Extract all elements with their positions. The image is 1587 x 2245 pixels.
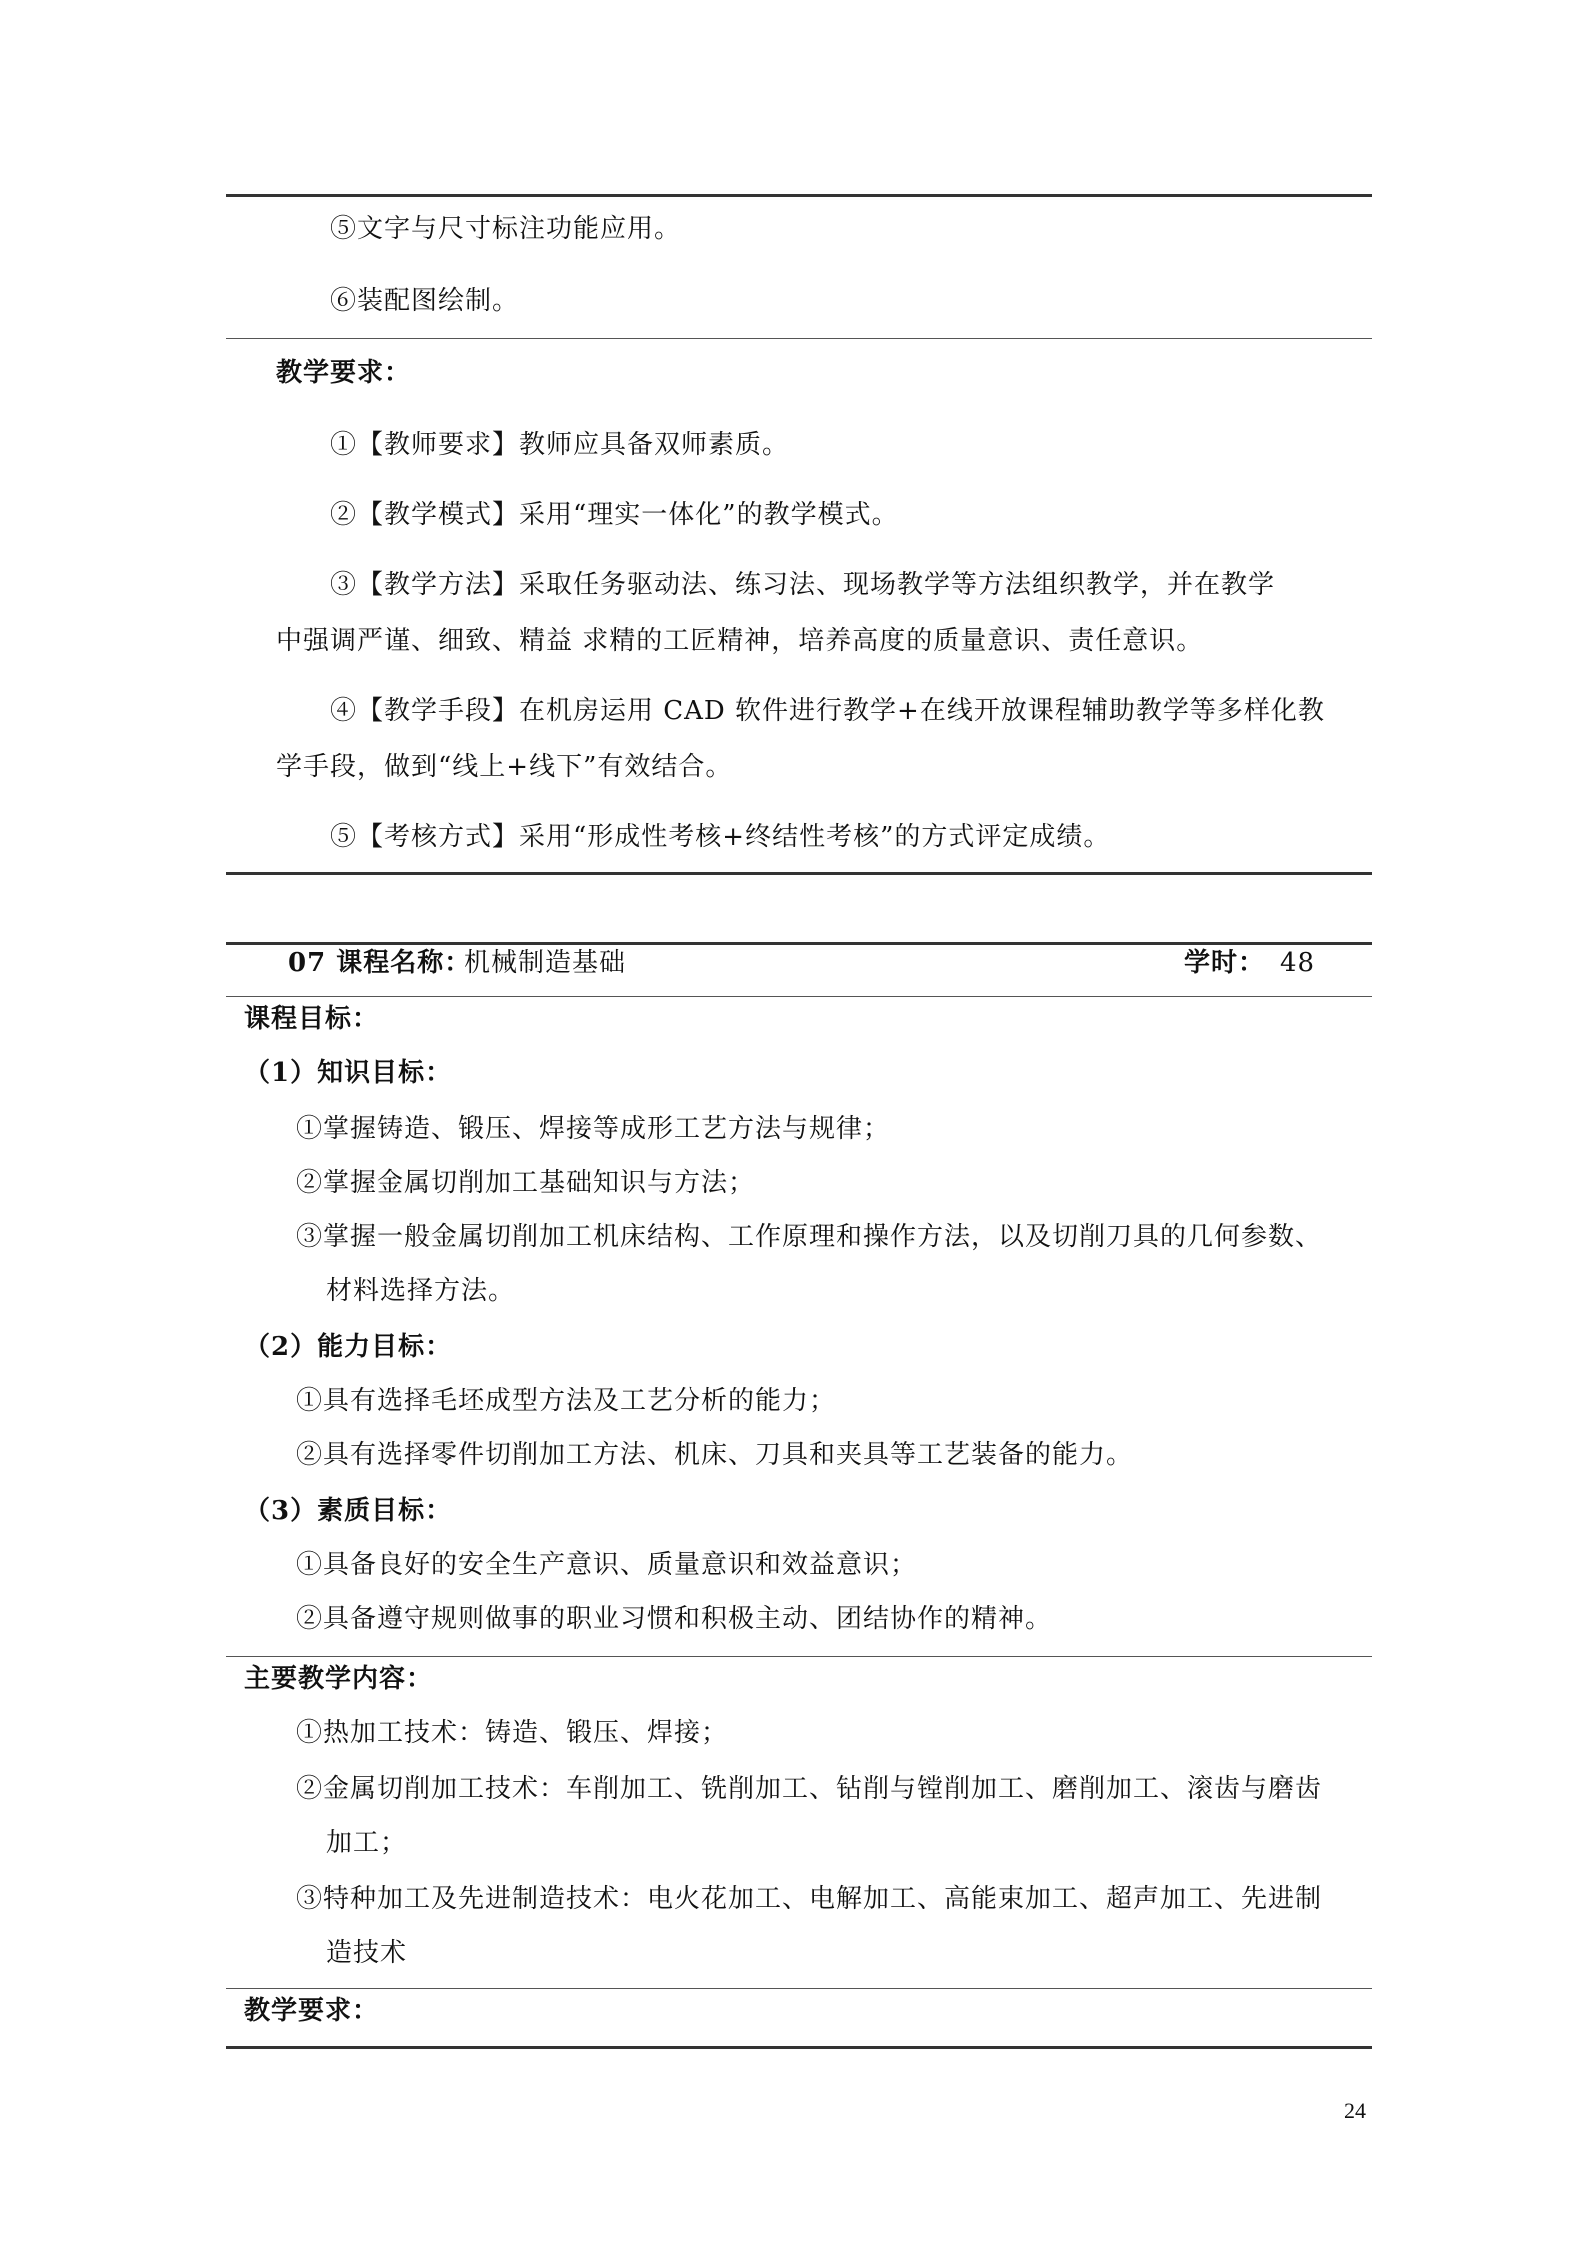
requirement-means-line2: 学手段，做到“线上+线下”有效结合。	[276, 752, 733, 782]
course-name-value: 机械制造基础	[464, 948, 627, 978]
knowledge-goal-3-line1: ③掌握一般金属切削加工机床结构、工作原理和操作方法，以及切削刀具的几何参数、	[296, 1222, 1323, 1252]
requirement-method-line2: 中强调严谨、细致、精益 求精的工匠精神，培养高度的质量意识、责任意识。	[276, 626, 1204, 656]
ability-goal-2: ②具有选择零件切削加工方法、机床、刀具和夹具等工艺装备的能力。	[296, 1440, 1134, 1470]
ability-goals-heading: （2）能力目标：	[244, 1332, 453, 1362]
table-top-rule	[226, 194, 1372, 197]
content-item-2-line2: 加工；	[326, 1828, 408, 1858]
requirement-method-line1: ③【教学方法】采取任务驱动法、练习法、现场教学等方法组织教学，并在教学	[330, 570, 1276, 600]
content-item-3-line1: ③特种加工及先进制造技术：电火花加工、电解加工、高能束加工、超声加工、先进制	[296, 1884, 1323, 1914]
teaching-requirements-heading: 教学要求：	[276, 358, 412, 388]
course-table-top-rule	[226, 942, 1372, 945]
teaching-requirements-heading-2: 教学要求：	[244, 1996, 380, 2026]
quality-goals-heading: （3）素质目标：	[244, 1496, 453, 1526]
ability-goal-1: ①具有选择毛坯成型方法及工艺分析的能力；	[296, 1386, 837, 1416]
requirement-assessment: ⑤【考核方式】采用“形成性考核+终结性考核”的方式评定成绩。	[330, 822, 1111, 852]
knowledge-goal-2: ②掌握金属切削加工基础知识与方法；	[296, 1168, 756, 1198]
row-divider	[226, 338, 1372, 339]
course-name-label: 07 课程名称：	[288, 948, 472, 978]
course-hours-label: 学时：	[1184, 948, 1266, 978]
course-goals-heading: 课程目标：	[244, 1004, 380, 1034]
page-number: 24	[1344, 2098, 1366, 2123]
course-table-bottom-rule	[226, 2046, 1372, 2049]
content-item-2-line1: ②金属切削加工技术：车削加工、铣削加工、钻削与镗削加工、磨削加工、滚齿与磨齿	[296, 1774, 1323, 1804]
knowledge-goal-1: ①掌握铸造、锻压、焊接等成形工艺方法与规律；	[296, 1114, 891, 1144]
quality-goal-1: ①具备良好的安全生产意识、质量意识和效益意识；	[296, 1550, 918, 1580]
content-item-6: ⑥装配图绘制。	[330, 286, 520, 316]
quality-goal-2: ②具备遵守规则做事的职业习惯和积极主动、团结协作的精神。	[296, 1604, 1053, 1634]
course-hours-value: 48	[1280, 948, 1316, 978]
content-item-3-line2: 造技术	[326, 1938, 408, 1968]
content-item-1: ①热加工技术：铸造、锻压、焊接；	[296, 1718, 729, 1748]
knowledge-goal-3-line2: 材料选择方法。	[326, 1276, 516, 1306]
row-divider	[226, 1988, 1372, 1989]
knowledge-goals-heading: （1）知识目标：	[244, 1058, 453, 1088]
row-divider	[226, 1656, 1372, 1657]
content-item-5: ⑤文字与尺寸标注功能应用。	[330, 214, 682, 244]
main-content-heading: 主要教学内容：	[244, 1664, 434, 1694]
table-bottom-rule	[226, 872, 1372, 875]
requirement-means-line1: ④【教学手段】在机房运用 CAD 软件进行教学+在线开放课程辅助教学等多样化教	[330, 696, 1325, 726]
requirement-mode: ②【教学模式】采用“理实一体化”的教学模式。	[330, 500, 899, 530]
row-divider	[226, 996, 1372, 997]
requirement-teacher: ①【教师要求】教师应具备双师素质。	[330, 430, 790, 460]
